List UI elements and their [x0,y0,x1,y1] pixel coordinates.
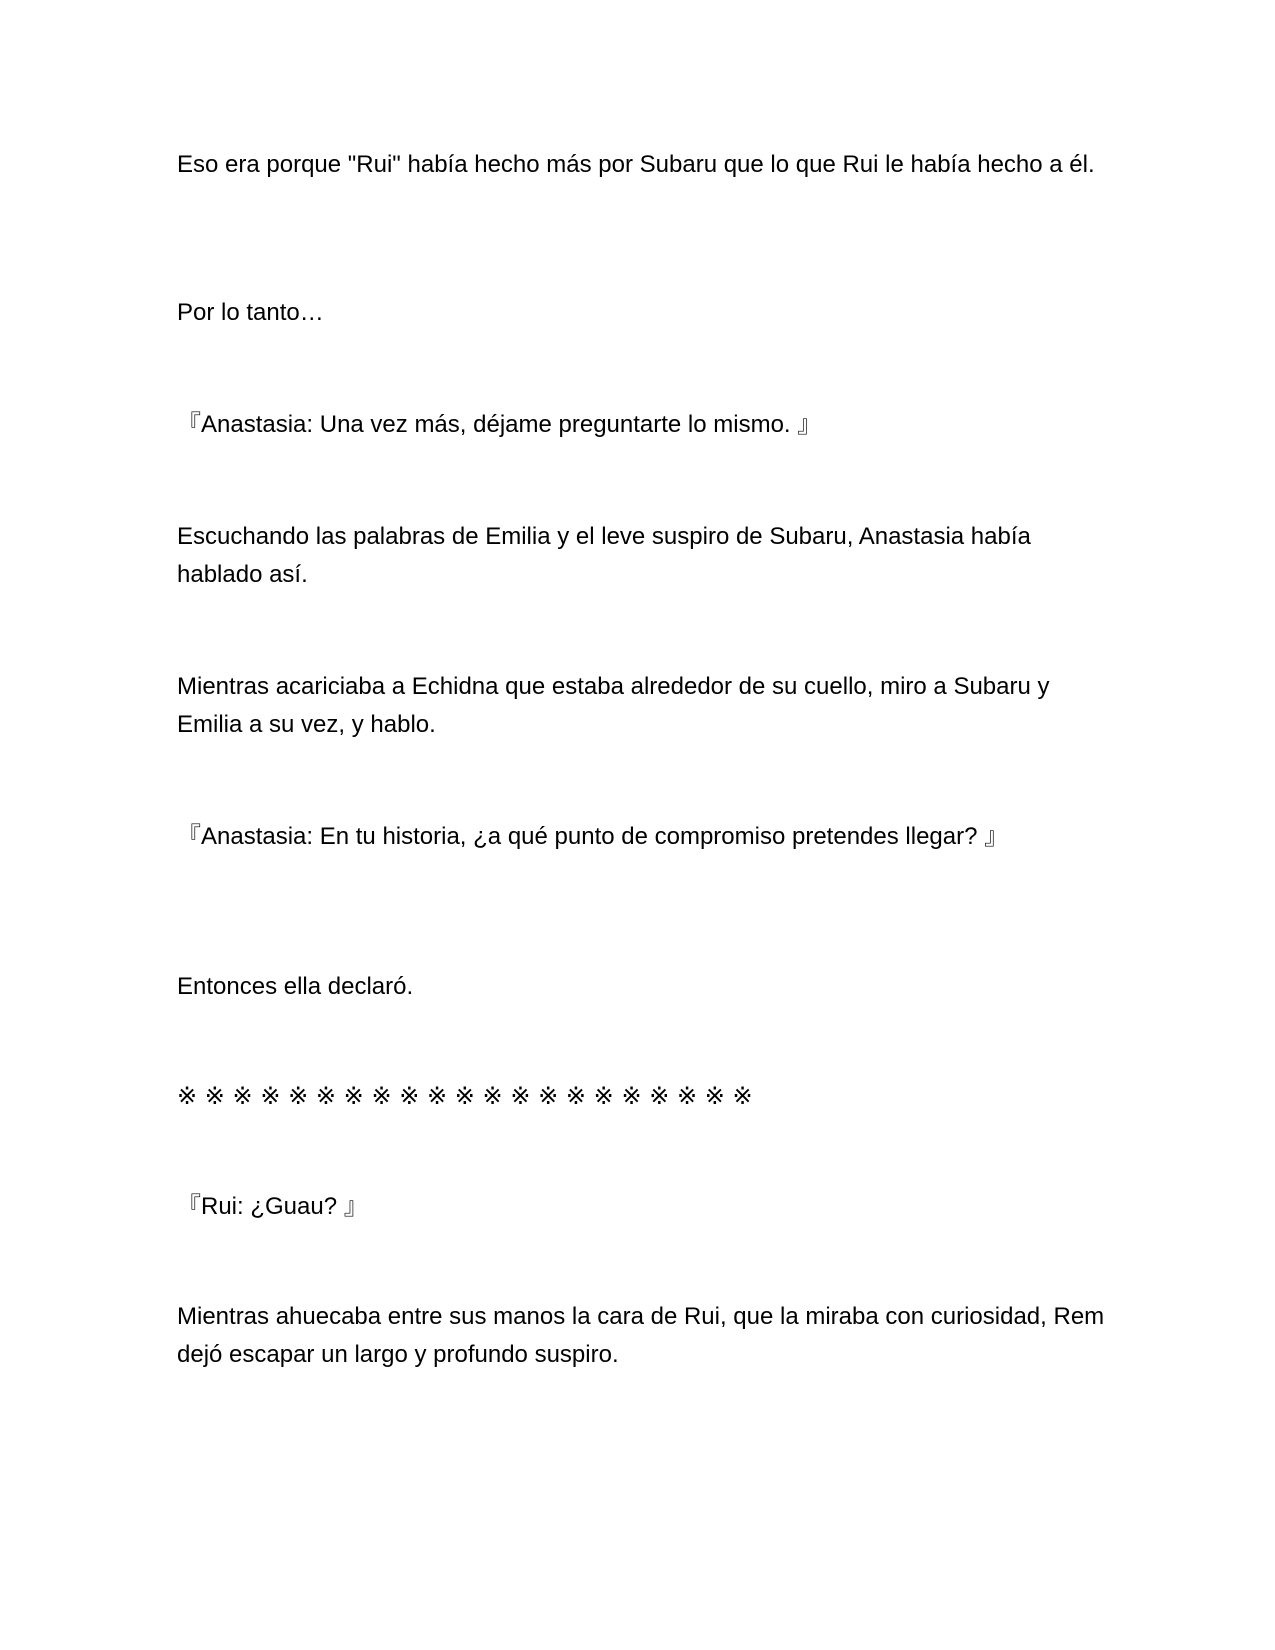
dialogue-anastasia-commitment: 『Anastasia: En tu historia, ¿a qué punto de compromiso pretendes llegar? 』 [177,823,1009,850]
paragraph-rui-did-more: Eso era porque "Rui" había hecho más por Subaru que lo que Rui le había hecho a él. [177,151,1095,178]
dialogue-rui-woof: 『Rui: ¿Guau? 』 [177,1193,368,1220]
paragraph-stroking-echidna: Mientras acariciaba a Echidna que estaba alrededor de su cuello, miro a Subaru y Emilia a su vez, y hablo. [177,673,1050,738]
paragraph-therefore: Por lo tanto… [177,299,324,326]
scene-break-divider: ※ ※ ※ ※ ※ ※ ※ ※ ※ ※ ※ ※ ※ ※ ※ ※ ※ ※ ※ ※ ※ [177,1083,754,1110]
dialogue-anastasia-ask-again: 『Anastasia: Una vez más, déjame preguntarte lo mismo. 』 [177,411,822,438]
paragraph-she-declared: Entonces ella declaró. [177,973,414,1000]
paragraph-rem-sigh: Mientras ahuecaba entre sus manos la cara de Rui, que la miraba con curiosidad, Rem dejó escapar un largo y profundo suspiro. [177,1303,1105,1368]
paragraph-anastasia-spoke: Escuchando las palabras de Emilia y el leve suspiro de Subaru, Anastasia había hablado así. [177,523,1031,588]
